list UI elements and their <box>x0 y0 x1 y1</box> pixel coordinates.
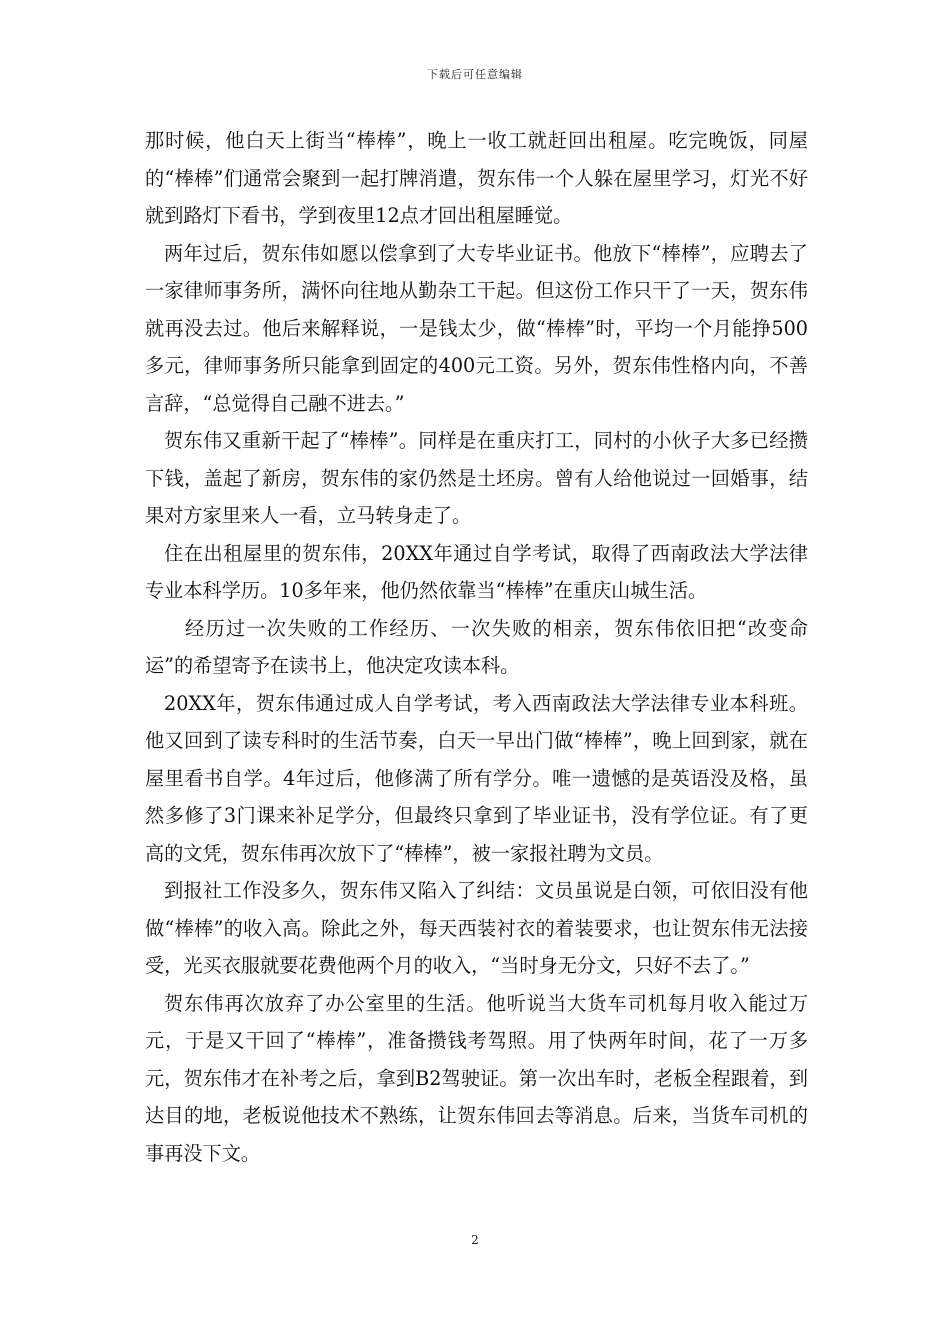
paragraph-5: 经历过一次失败的工作经历、一次失败的相亲，贺东伟依旧把“改变命运”的希望寄予在读书上，他决定攻读本科。 <box>145 616 808 677</box>
document-body <box>145 122 808 1172</box>
paragraph-1: 那时候，他白天上街当“棒棒”，晚上一收工就赶回出租屋。吃完晚饭，同屋的“棒棒”们通常会聚到一起打牌消遣，贺东伟一个人躲在屋里学习，灯光不好就到路灯下看书，学到夜里12点才回出租屋睡觉。 <box>145 129 808 227</box>
page-header: 下载后可任意编辑 <box>427 68 523 81</box>
paragraph-6: 20XX年，贺东伟通过成人自学考试，考入西南政法大学法律专业本科班。他又回到了读专科时的生活节奏，白天一早出门做“棒棒”，晚上回到家，就在屋里看书自学。4年过后，他修满了所有学分。唯一遗憾的是英语没及格，虽然多修了3门课来补足学分，但最终只拿到了毕业证书，没有学位证。有了更高的文凭，贺东伟再次放下了“棒棒”，被一家报社聘为文员。 <box>145 691 808 865</box>
paragraph-2: 两年过后，贺东伟如愿以偿拿到了大专毕业证书。他放下“棒棒”，应聘去了一家律师事务所，满怀向往地从勤杂工干起。但这份工作只干了一天，贺东伟就再没去过。他后来解释说，一是钱太少，做“棒棒”时，平均一个月能挣500多元，律师事务所只能拿到固定的400元工资。另外，贺东伟性格内向，不善言辞，“总觉得自己融不进去。” <box>145 241 808 415</box>
page-number: 2 <box>471 1233 479 1247</box>
paragraph-3: 贺东伟又重新干起了“棒棒”。同样是在重庆打工，同村的小伙子大多已经攒下钱，盖起了新房，贺东伟的家仍然是土坯房。曾有人给他说过一回婚事，结果对方家里来人一看，立马转身走了。 <box>145 429 808 527</box>
paragraph-8: 贺东伟再次放弃了办公室里的生活。他听说当大货车司机每月收入能过万元，于是又干回了“棒棒”，准备攒钱考驾照。用了快两年时间，花了一万多元，贺东伟才在补考之后，拿到B2驾驶证。第一次出车时，老板全程跟着，到达目的地，老板说他技术不熟练，让贺东伟回去等消息。后来，当货车司机的事再没下文。 <box>145 991 808 1165</box>
paragraph-7: 到报社工作没多久，贺东伟又陷入了纠结：文员虽说是白领，可依旧没有他做“棒棒”的收入高。除此之外，每天西装衬衣的着装要求，也让贺东伟无法接受，光买衣服就要花费他两个月的收入，“当时身无分文，只好不去了。” <box>145 879 808 977</box>
paragraph-4: 住在出租屋里的贺东伟，20XX年通过自学考试，取得了西南政法大学法律专业本科学历。10多年来，他仍然依靠当“棒棒”在重庆山城生活。 <box>145 541 808 602</box>
